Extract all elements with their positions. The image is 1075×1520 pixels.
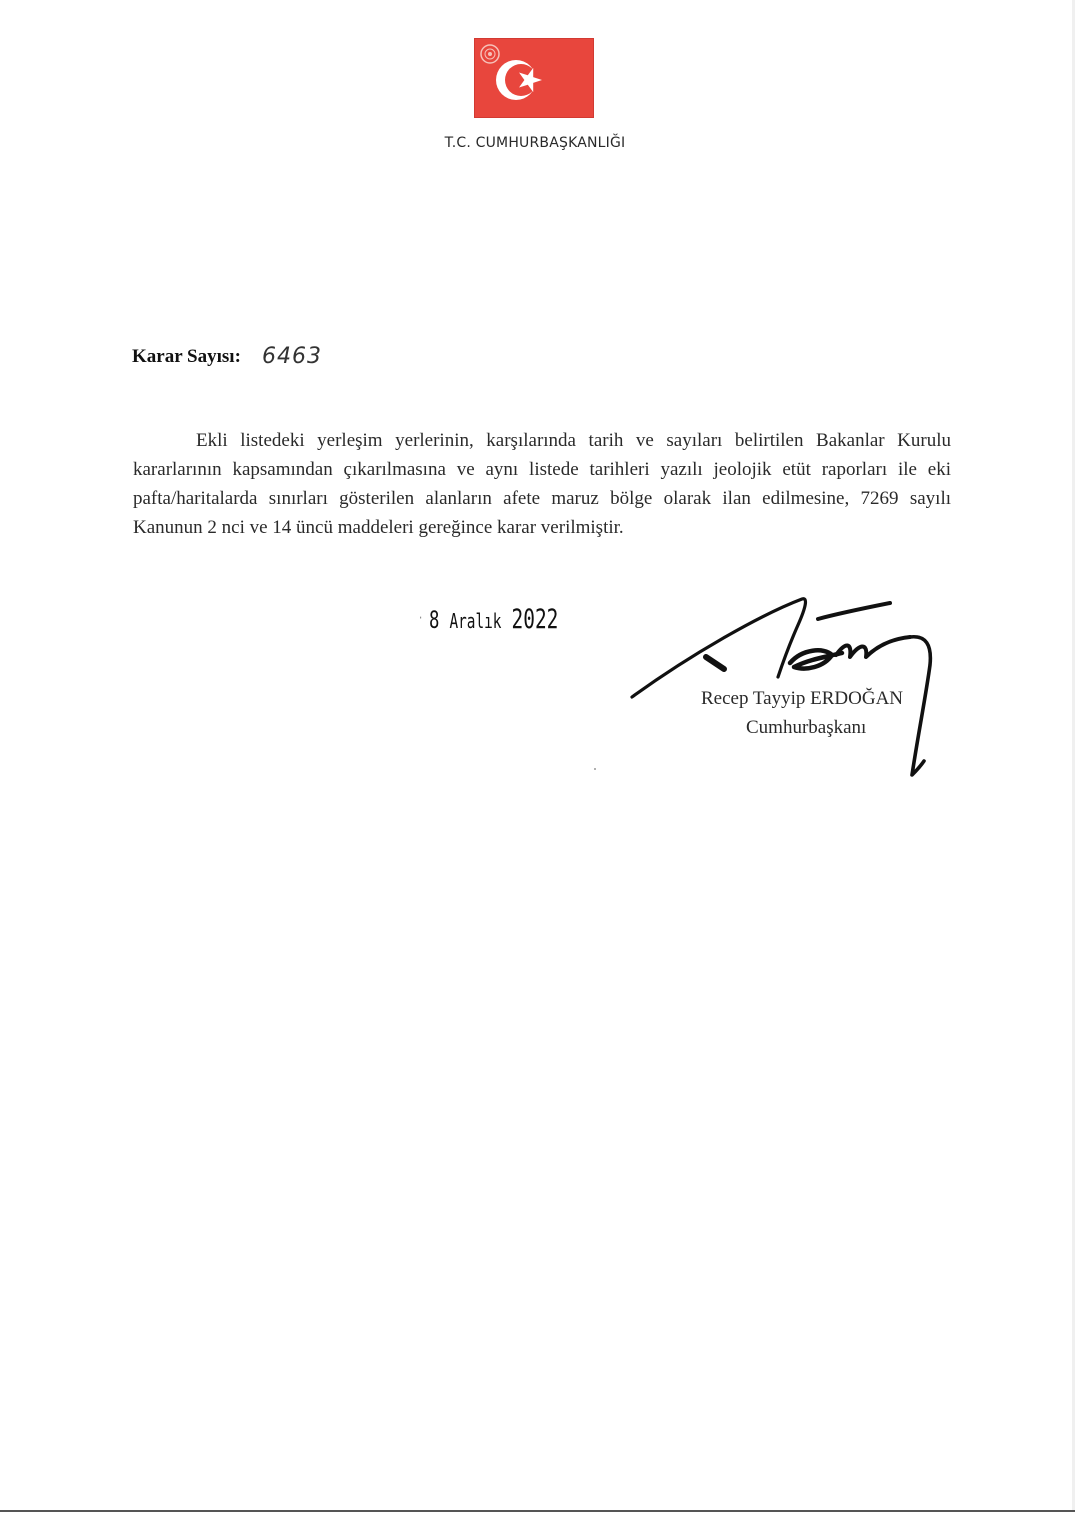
scan-edge-bottom [0,1510,1075,1512]
handwritten-signature-icon [620,585,950,785]
scan-speck [594,768,596,770]
institution-title: T.C. CUMHURBAŞKANLIĞI [444,135,626,151]
date-stamp [418,604,558,635]
decision-label: Karar Sayısı: [132,346,241,367]
date-month: Aralık [449,609,502,633]
date-year: 2022 [511,604,559,635]
stamp-dot: · [418,611,424,625]
date-day: 8 [428,606,440,634]
decision-number: 6463 [262,344,322,369]
decision-paragraph: Ekli listedeki yerleşim yerlerinin, karşılarında tarih ve sayıları belirtilen Bakanlar Kurulu kararlarının kapsamından çıkarılmasına ve aynı listede tarihleri yazılı jeolojik etüt raporları ile eki pafta/haritalarda sınırları gösterilen alanların afete maruz bölge olarak ilan edilmesine, 7269 sayılı Kanunun 2 nci ve 14 üncü maddeleri gereğince karar verilmiştir. [133,430,951,538]
turkish-flag-icon [474,38,594,118]
signer-title: Cumhurbaşkanı [746,717,867,738]
signer-name: Recep Tayyip ERDOĞAN [701,688,904,709]
